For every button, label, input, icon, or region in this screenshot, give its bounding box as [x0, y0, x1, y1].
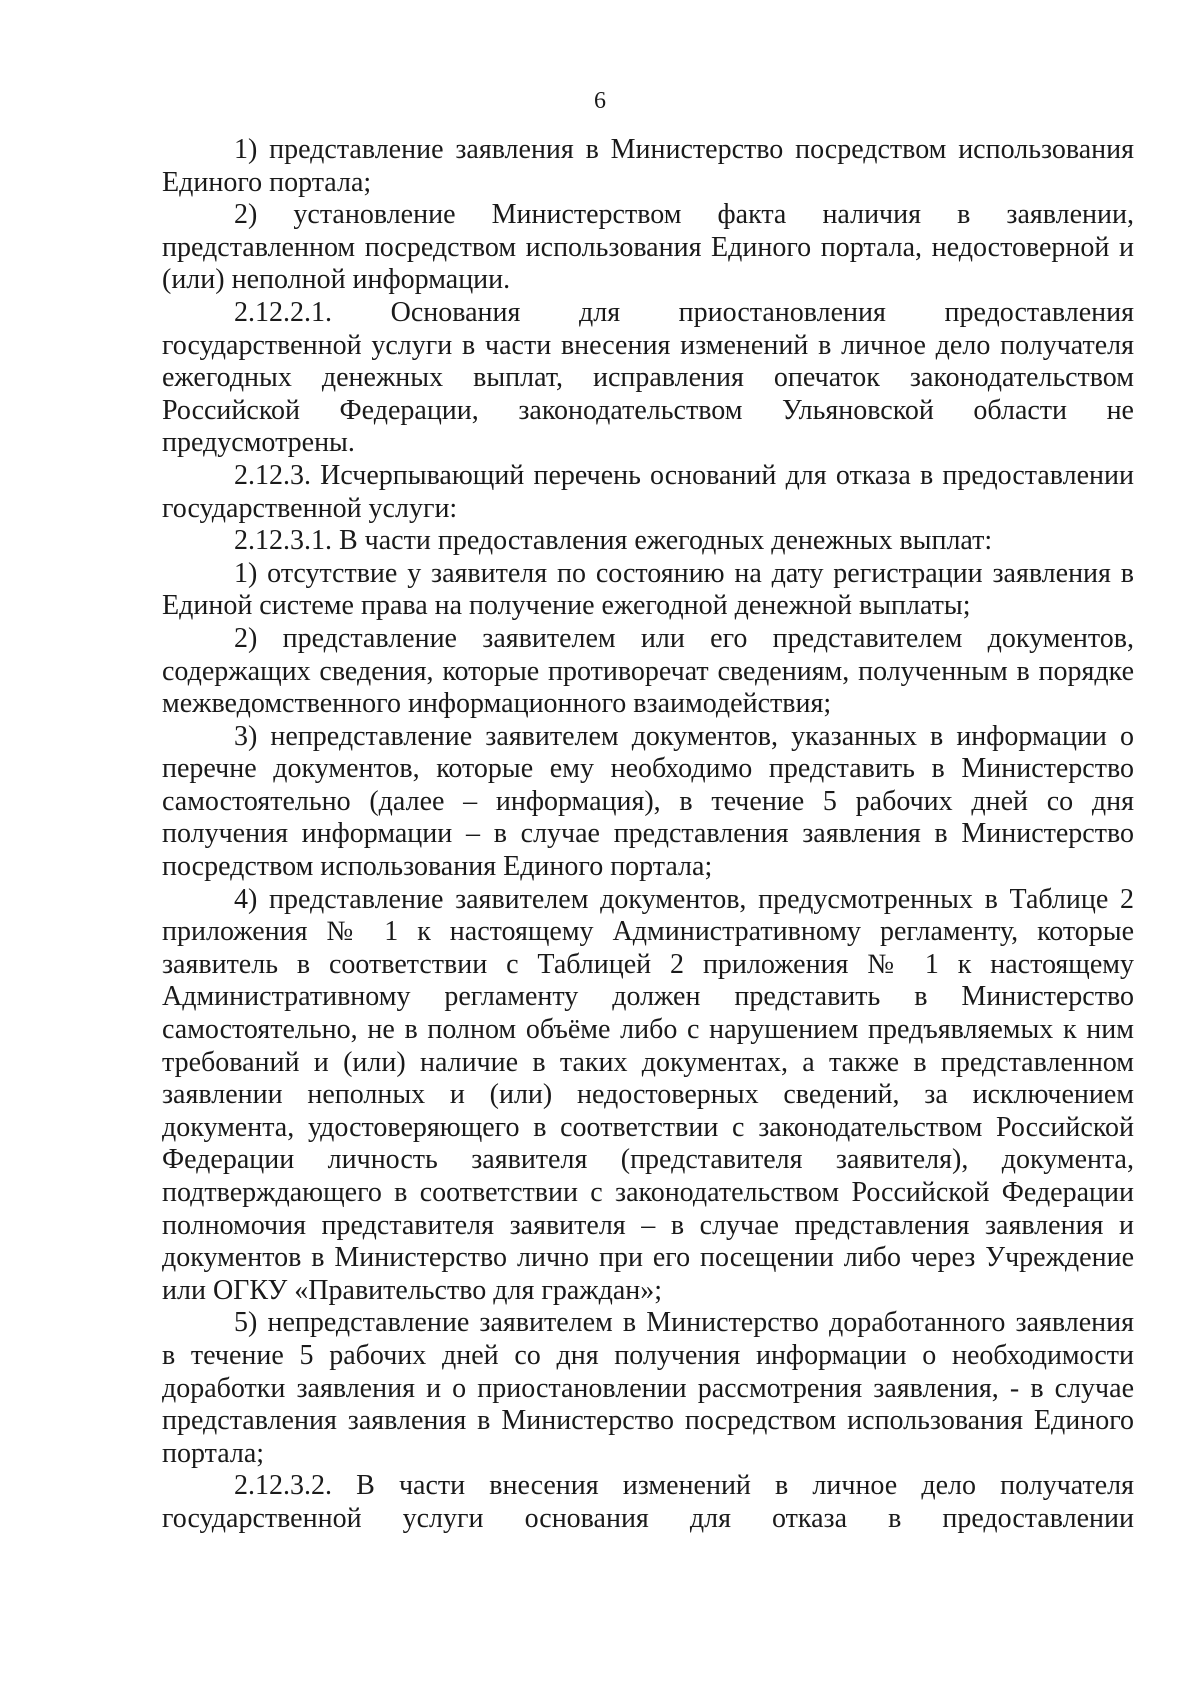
paragraph: 2) представление заявителем или его представителем документов, содержащих сведения, которые противоречат сведениям, полученным в порядке межведомственного информационного взаимодействия;: [162, 622, 1134, 720]
paragraph: 1) отсутствие у заявителя по состоянию на дату регистрации заявления в Единой системе права на получение ежегодной денежной выплаты;: [162, 557, 1134, 622]
paragraph: 4) представление заявителем документов, предусмотренных в Таблице 2 приложения № 1 к настоящему Административному регламенту, которые заявитель в соответствии с Таблицей 2 приложения № 1 к настоящему Административному регламенту должен представить в Министерство самостоятельно, не в полном объёме либо с нарушением предъявляемых к ним требований и (или) наличие в таких документах, а также в представленном заявлении неполных и (или) недостоверных сведений, за исключением документа, удостоверяющего в соответствии с законодательством Российской Федерации личность заявителя (представителя заявителя), документа, подтверждающего в соответствии с законодательством Российской Федерации полномочия представителя заявителя – в случае представления заявления и документов в Министерство лично при его посещении либо через Учреждение или ОГКУ «Правительство для граждан»;: [162, 883, 1134, 1306]
paragraph: 3) непредставление заявителем документов, указанных в информации о перечне документов, которые ему необходимо представить в Министерство самостоятельно (далее – информация), в течение 5 рабочих дней со дня получения информации – в случае представления заявления в Министерство посредством использования Единого портала;: [162, 720, 1134, 883]
paragraph: 2.12.3. Исчерпывающий перечень оснований для отказа в предоставлении государственной услуги:: [162, 459, 1134, 524]
paragraph: 2) установление Министерством факта наличия в заявлении, представленном посредством использования Единого портала, недостоверной и (или) неполной информации.: [162, 199, 1134, 296]
paragraph: 2.12.2.1. Основания для приостановления предоставления государственной услуги в части внесения изменений в личное дело получателя ежегодных денежных выплат, исправления опечаток законодательством Российской Федерации, законодательством Ульяновской области не предусмотрены.: [162, 296, 1134, 459]
paragraph: 5) непредставление заявителем в Министерство доработанного заявления в течение 5 рабочих дней со дня получения информации о необходимости доработки заявления и о приостановлении рассмотрения заявления, - в случае представления заявления в Министерство посредством использования Единого портала;: [162, 1307, 1134, 1469]
paragraph: 1) представление заявления в Министерство посредством использования Единого портала;: [162, 134, 1134, 198]
paragraph: 2.12.3.1. В части предоставления ежегодных денежных выплат:: [234, 525, 993, 557]
paragraph: 2.12.3.2. В части внесения изменений в личное дело получателя государственной услуги основания для отказа в предоставлении: [162, 1470, 1134, 1534]
document-body: [162, 134, 1134, 1536]
page-number: 6: [594, 88, 606, 114]
